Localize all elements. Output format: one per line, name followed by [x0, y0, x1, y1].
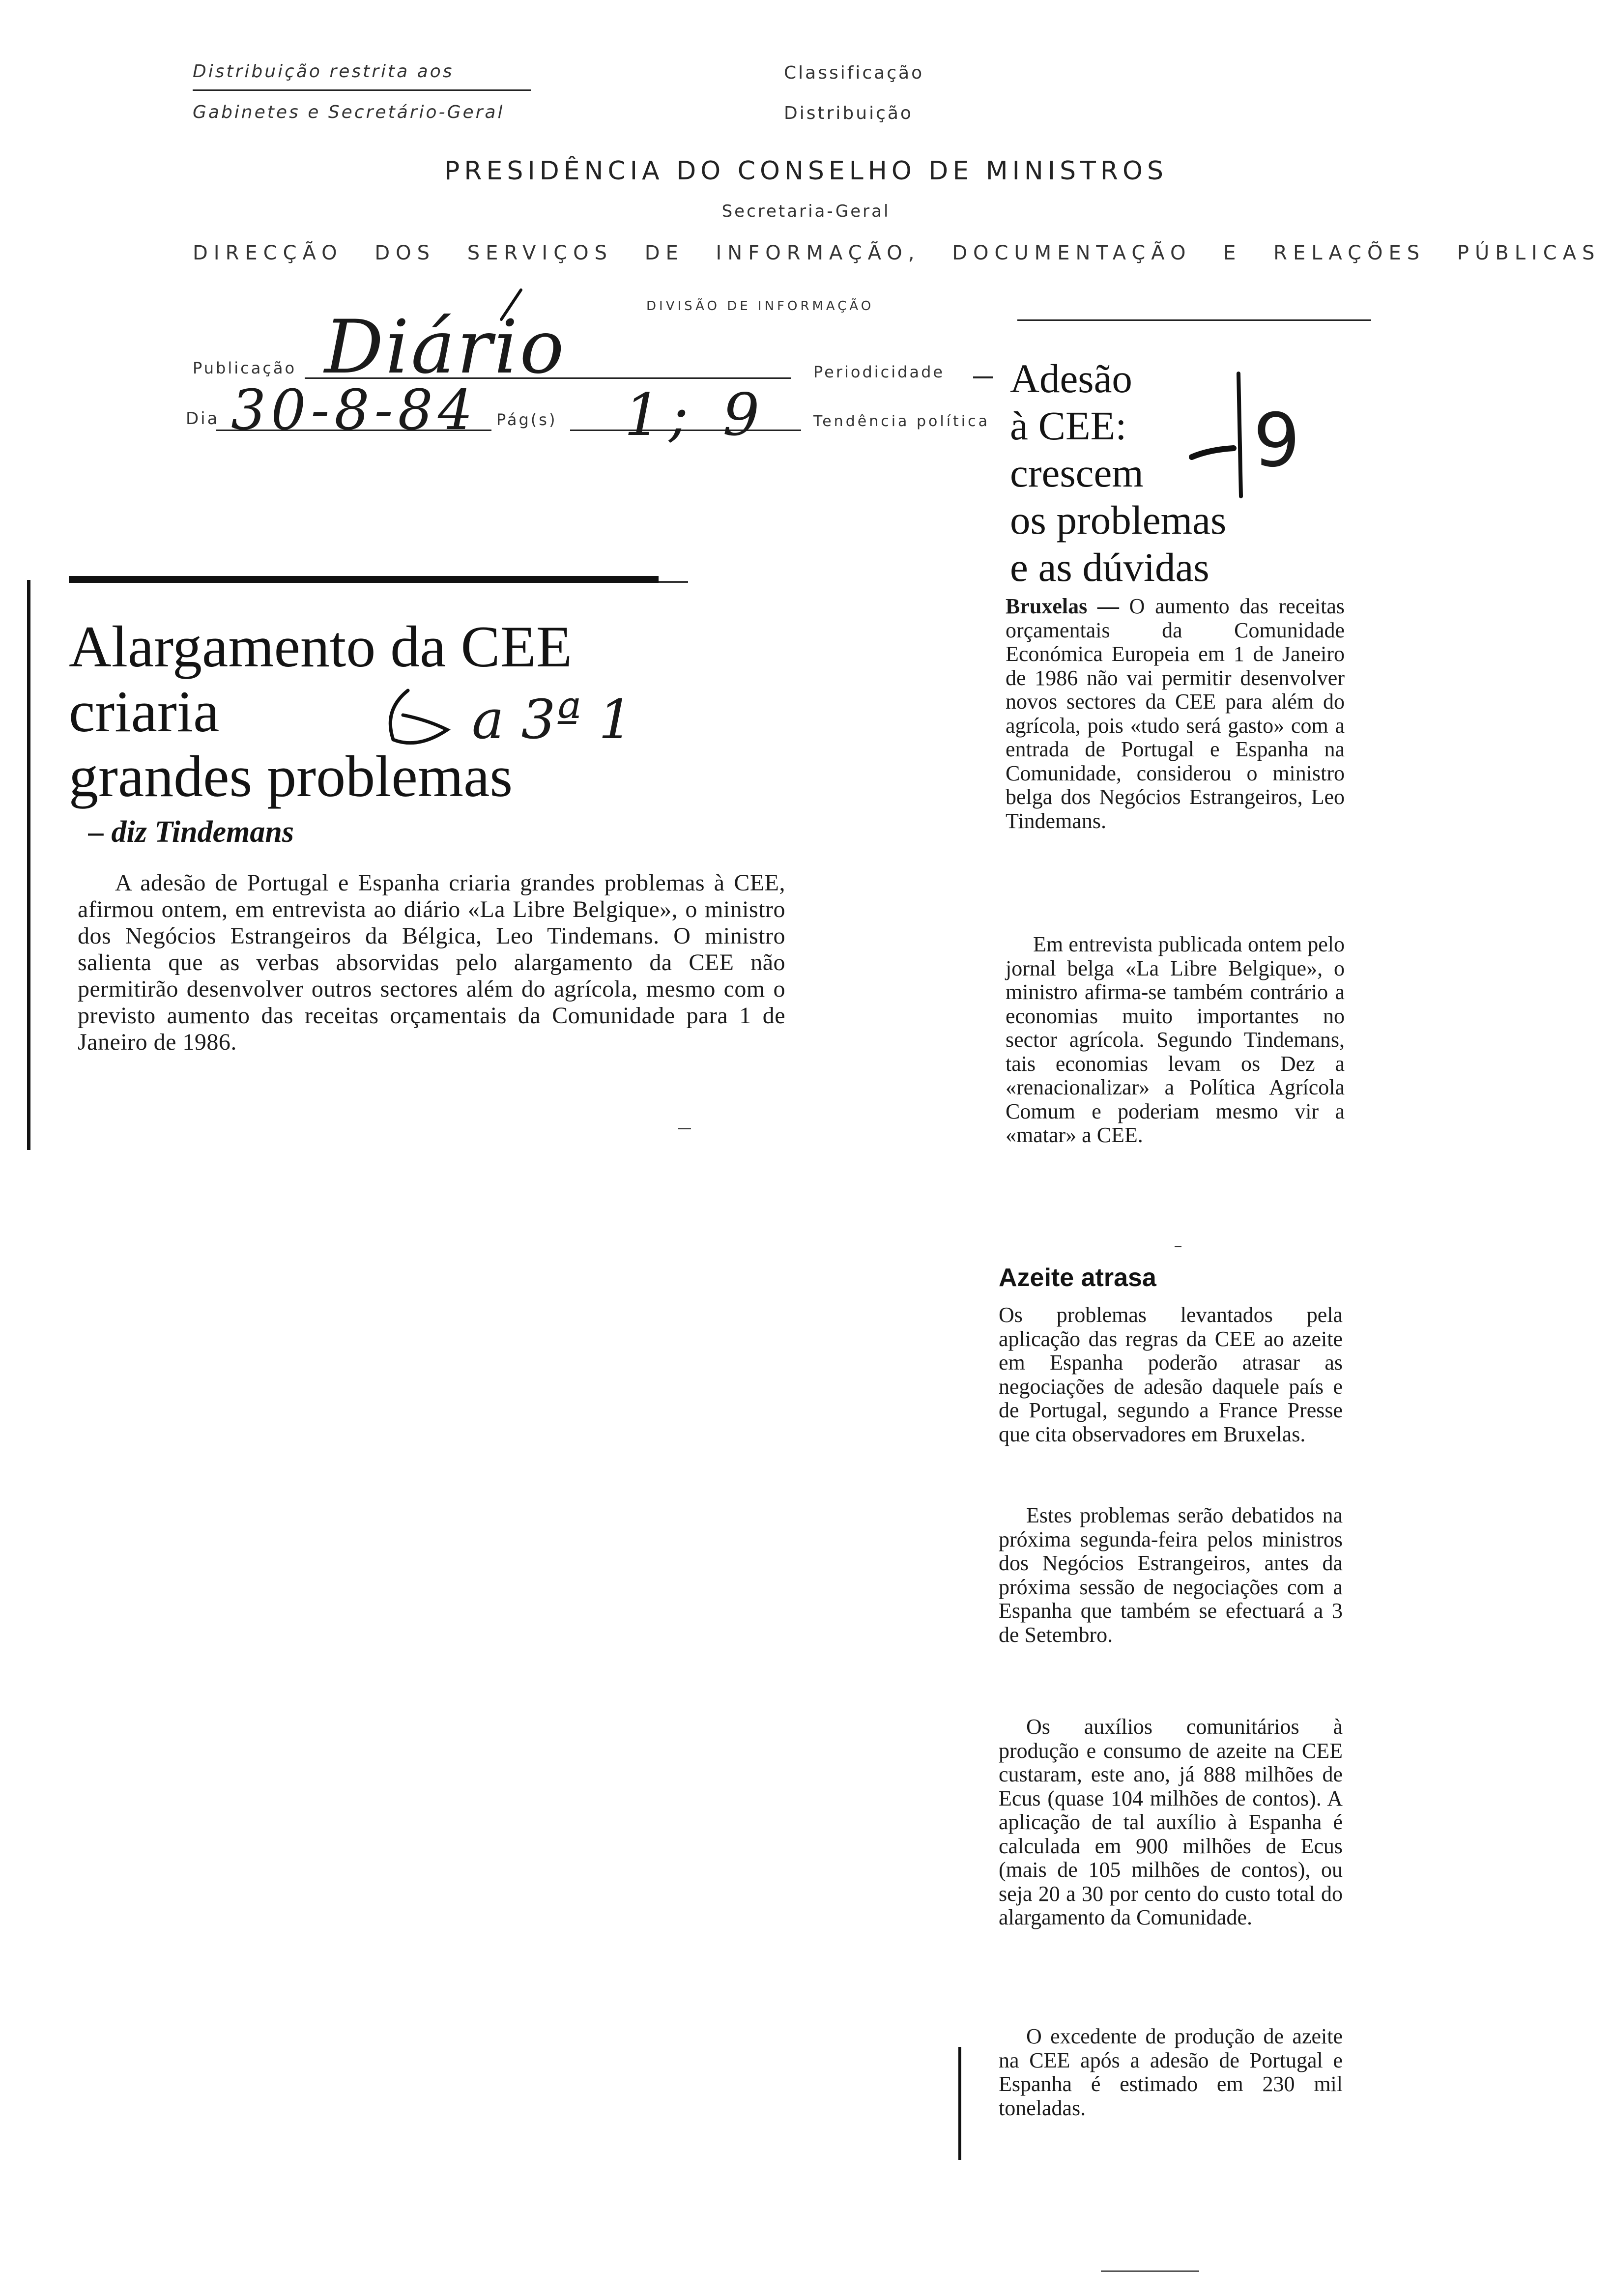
publication-value: Diário: [324, 305, 566, 390]
division: DIVISÃO DE INFORMAÇÃO: [646, 299, 874, 314]
division-rule: [1017, 319, 1371, 321]
right-paragraph-5: Os auxílios comunitários à produção e consumo de azeite na CEE custaram, este ano, já 888 milhões de Ecus (quase 104 milhões de contos). A aplicação de tal auxílio à Espanha é calculada em 900 milhões de Ecus (mais de 105 milhões de contos), ou seja 20 a 30 por cento do custo total do alargamento da Comunidade.: [999, 1715, 1343, 1929]
page-mark-right: 9: [1253, 398, 1300, 484]
right-paragraph-4: Estes problemas serão debatidos na próxima segunda-feira pelos ministros dos Negócios Estrangeiros, antes da próxima sessão de negociações com a Espanha que também se efectuará a 3 de Setembro.: [999, 1503, 1343, 1647]
right-paragraph-1: Bruxelas — O aumento das receitas orçamentais da Comunidade Económica Europeia em 1 de Janeiro de 1986 não vai permitir desenvolver novos sectores da CEE para além do agrícola, pois «tudo será gasto» com a entrada de Portugal e Espanha na Comunidade, considerou o ministro belga dos Negócios Estrangeiros, Leo Tindemans.: [1006, 594, 1345, 833]
handwritten-mark: [374, 676, 472, 759]
end-rule: [1101, 2270, 1199, 2272]
page-mark-left: a 3ª 1: [472, 688, 633, 751]
left-headline: Alargamento da CEE criaria grandes problemas: [69, 614, 573, 809]
pages-value: 1; 9: [624, 381, 768, 449]
day-value: 30-8-84: [231, 378, 478, 442]
office-title: PRESIDÊNCIA DO CONSELHO DE MINISTROS: [444, 156, 1168, 186]
tendency-label: Tendência política: [813, 413, 990, 430]
pages-label: Pág(s): [496, 410, 557, 429]
margin-mark-left: [27, 580, 30, 1150]
left-subhead: – diz Tindemans: [88, 815, 294, 849]
left-paragraph: A adesão de Portugal e Espanha criaria grandes problemas à CEE, afirmou ontem, em entrevista ao diário «La Libre Belgique», o ministro dos Negócios Estrangeiros da Bélgica, Leo Tindemans. O ministro salienta que as verbas absorvidas pelo alargamento da CEE não permitirão desenvolver outros sectores além do agrícola, mesmo com o previsto aumento das receitas orçamentais da Comunidade para 1 de Janeiro de 1986.: [78, 870, 785, 1055]
right-subhead: Azeite atrasa: [999, 1263, 1156, 1292]
periodicity-label: Periodicidade: [813, 363, 945, 381]
distribution-line-1: Distribuição restrita aos: [193, 61, 454, 82]
right-headline: Adesão à CEE: crescem os problemas e as dúvidas: [1010, 356, 1227, 590]
left-top-rule-tail: [659, 581, 688, 583]
right-paragraph-6: O excedente de produção de azeite na CEE após a adesão de Portugal e Espanha é estimado em 230 mil toneladas.: [999, 2024, 1343, 2120]
office-subtitle: Secretaria-Geral: [721, 201, 891, 221]
right-paragraph-3: Os problemas levantados pela aplicação das regras da CEE ao azeite em Espanha poderão atrasar as negociações de adesão daquele país e de Portugal, segundo a France Presse que cita observadores em Bruxelas.: [999, 1303, 1343, 1446]
left-top-rule: [69, 576, 659, 583]
distribution-line-2: Gabinetes e Secretário-Geral: [193, 102, 505, 122]
left-tail-dash: [678, 1128, 691, 1129]
distribution-divider: [193, 89, 531, 91]
handwritten-accent: [491, 285, 531, 324]
distribution-label: Distribuição: [784, 103, 913, 123]
dateline: Bruxelas —: [1006, 594, 1119, 618]
periodicity-dash: [973, 376, 993, 378]
publication-label: Publicação: [193, 359, 297, 377]
right-paragraph-2: Em entrevista publicada ontem pelo jornal belga «La Libre Belgique», o ministro afirma-se também contrário a economias muito importantes no sector agrícola. Segundo Tindemans, tais economias levam os Dez a «renacionalizar» a Política Agrícola Comum e poderiam mesmo vir a «matar» a CEE.: [1006, 932, 1345, 1147]
directorate: DIRECÇÃO DOS SERVIÇOS DE INFORMAÇÃO, DOCUMENTAÇÃO E RELAÇÕES PÚBLICAS: [193, 242, 1601, 264]
margin-mark-right: [958, 2047, 961, 2160]
classification-label: Classificação: [784, 63, 924, 83]
section-dash: [1175, 1246, 1181, 1247]
day-label: Dia: [186, 409, 220, 429]
